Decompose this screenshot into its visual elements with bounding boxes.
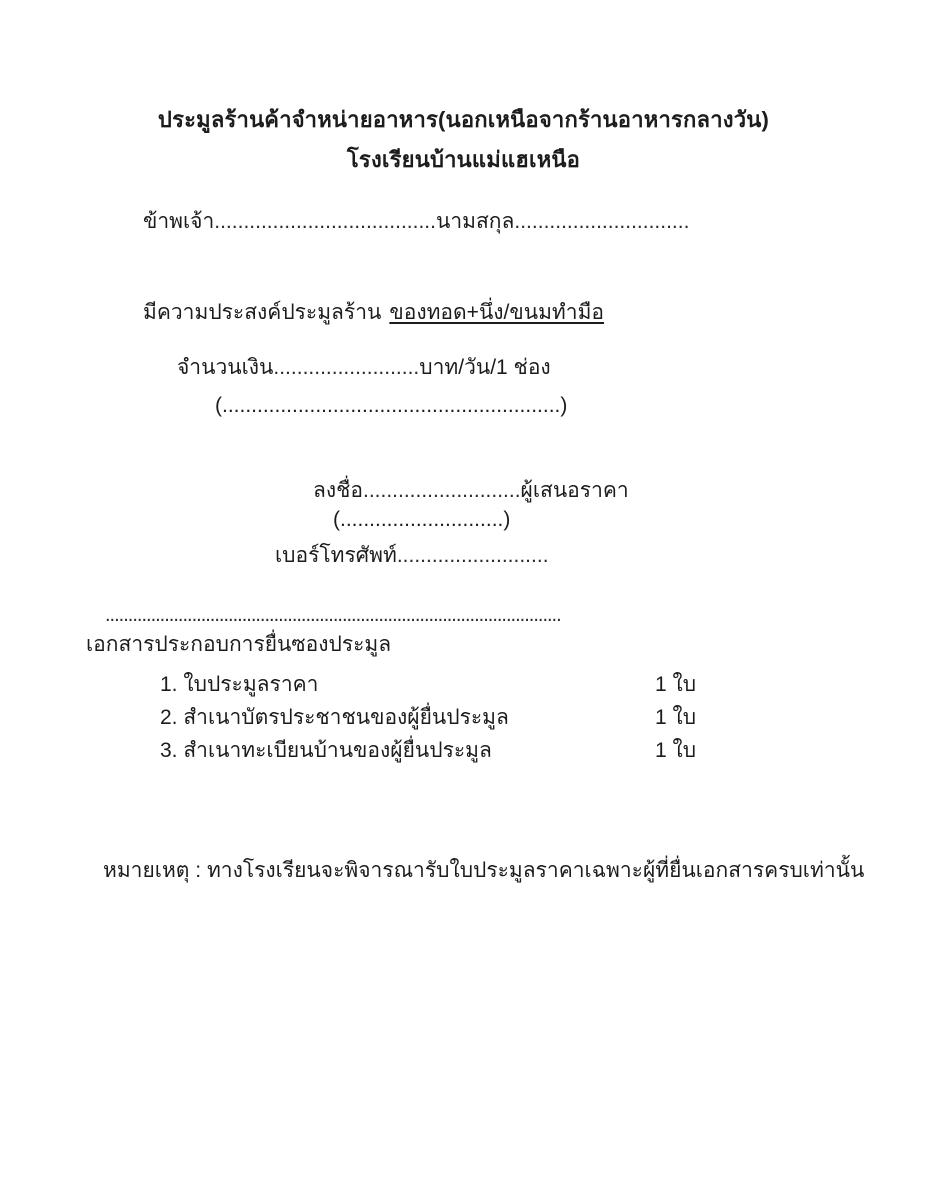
document-title: ประมูลร้านค้าจำหน่ายอาหาร(นอกเหนือจากร้านอาหารกลางวัน) — [157, 107, 770, 132]
shop-name-underlined: ของทอด+นึ่ง/ขนมทำมือ — [389, 301, 605, 324]
note-line: หมายเหตุ : ทางโรงเรียนจะพิจารณารับใบประมูลราคาเฉพาะผู้ที่ยื่นเอกสารครบเท่านั้น — [103, 859, 865, 882]
item-qty: 1 ใบ — [655, 673, 697, 696]
sign-label: ลงชื่อ — [313, 479, 363, 502]
surname-dotted-blank: .............................. — [514, 210, 690, 233]
documents-heading: เอกสารประกอบการยื่นซองประมูล — [86, 633, 392, 656]
item-name: สำเนาทะเบียนบ้านของผู้ยื่นประมูล — [183, 739, 492, 762]
sign-dotted-blank: ........................... — [363, 479, 521, 502]
item-qty: 1 ใบ — [655, 739, 697, 762]
school-name: โรงเรียนบ้านแม่แฮเหนือ — [346, 147, 581, 172]
surname-label: นามสกุล — [435, 210, 515, 233]
bidder-label: ผู้เสนอราคา — [520, 479, 629, 502]
name-dotted-blank: ...................................... — [214, 210, 436, 233]
amount-unit-label: บาท/วัน/1 ช่อง — [419, 356, 551, 379]
signer-name-line: (............................) — [333, 508, 511, 531]
phone-label: เบอร์โทรศัพท์ — [275, 544, 397, 567]
phone-dotted-blank: .......................... — [396, 544, 549, 567]
item-name: สำเนาบัตรประชาชนของผู้ยื่นประมูล — [183, 706, 509, 729]
item-name: ใบประมูลราคา — [183, 673, 319, 696]
purpose-line — [143, 296, 604, 329]
amount-label: จำนวนเงิน — [177, 356, 274, 379]
amount-dotted-blank: ......................... — [273, 356, 420, 379]
item-qty: 1 ใบ — [655, 706, 697, 729]
amount-line — [177, 351, 551, 384]
dotted-divider: .................................................................................................... — [105, 604, 561, 626]
name-surname-line — [143, 205, 689, 238]
item-number: 2. — [160, 706, 178, 729]
item-number: 3. — [160, 739, 178, 762]
signature-line — [313, 474, 629, 507]
amount-in-words-line: (..........................................................) — [215, 394, 568, 417]
item-number: 1. — [160, 673, 178, 696]
name-label: ข้าพเจ้า — [143, 210, 215, 233]
phone-line — [275, 539, 549, 572]
purpose-label: มีความประสงค์ประมูลร้าน — [143, 301, 382, 324]
